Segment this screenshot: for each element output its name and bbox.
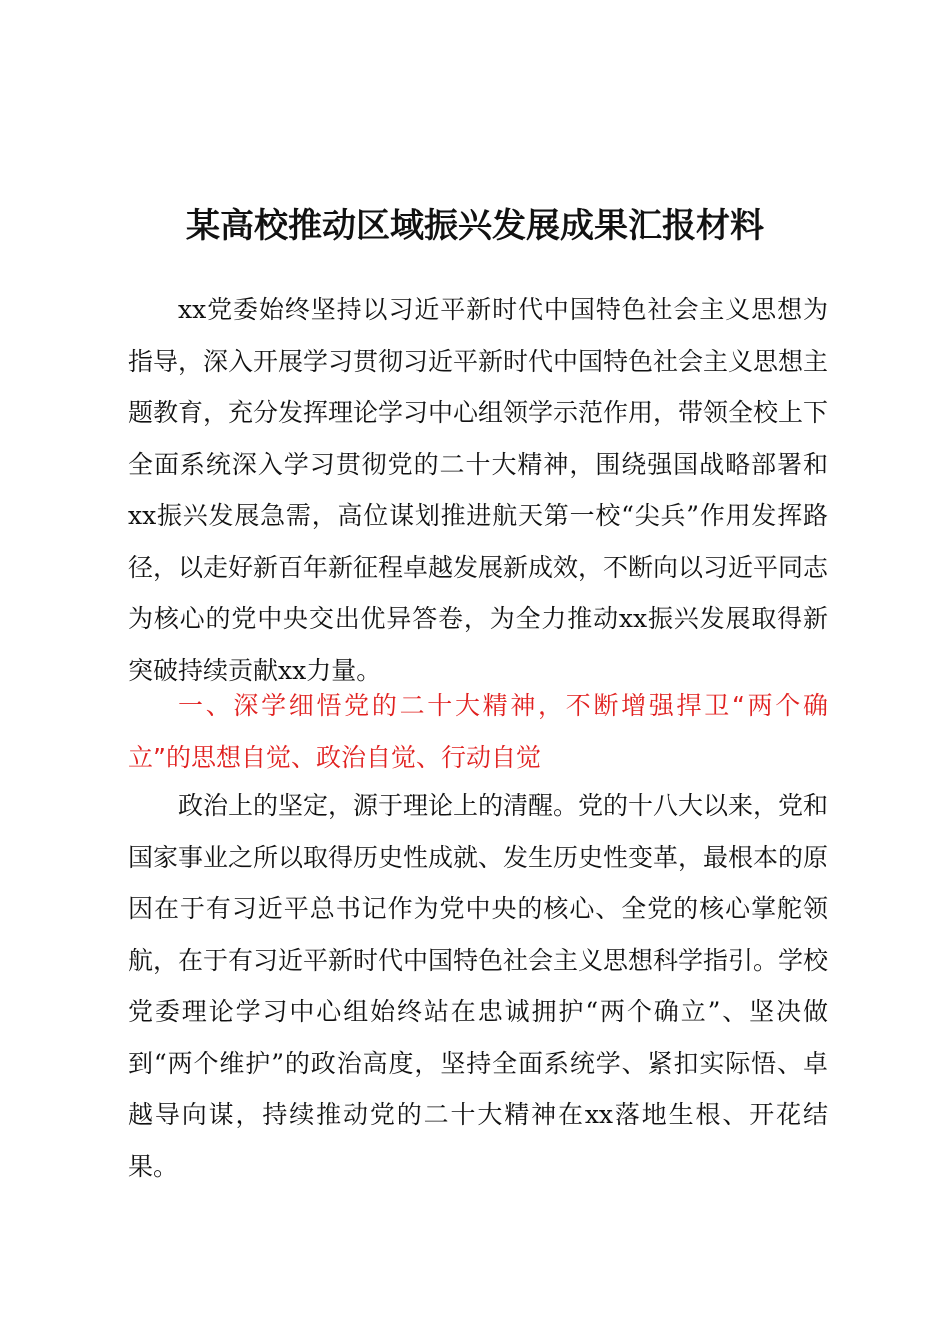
document-title: 某高校推动区域振兴发展成果汇报材料 (186, 206, 764, 246)
section-heading-1: 一、深学细悟党的二十大精神，不断增强捍卫“两个确立”的思想自觉、政治自觉、行动自觉 (128, 691, 828, 772)
intro-paragraph: xx党委始终坚持以习近平新时代中国特色社会主义思想为指导，深入开展学习贯彻习近平新时代中国特色社会主义思想主题教育，充分发挥理论学习中心组领学示范作用，带领全校上下全面系统深入学习贯彻党的二十大精神，围绕强国战略部署和xx振兴发展急需，高位谋划推进航天第一校“尖兵”作用发挥路径，以走好新百年新征程卓越发展新成效，不断向以习近平同志为核心的党中央交出优异答卷，为全力推动xx振兴发展取得新突破持续贡献xx力量。 (128, 295, 829, 685)
section-1-paragraph: 政治上的坚定，源于理论上的清醒。党的十八大以来，党和国家事业之所以取得历史性成就、发生历史性变革，最根本的原因在于有习近平总书记作为党中央的核心、全党的核心掌舵领航，在于有习近平新时代中国特色社会主义思想科学指引。学校党委理论学习中心组始终站在忠诚拥护“两个确立”、坚决做到“两个维护”的政治高度，坚持全面系统学、紧扣实际悟、卓越导向谋，持续推动党的二十大精神在xx落地生根、开花结果。 (128, 791, 829, 1181)
